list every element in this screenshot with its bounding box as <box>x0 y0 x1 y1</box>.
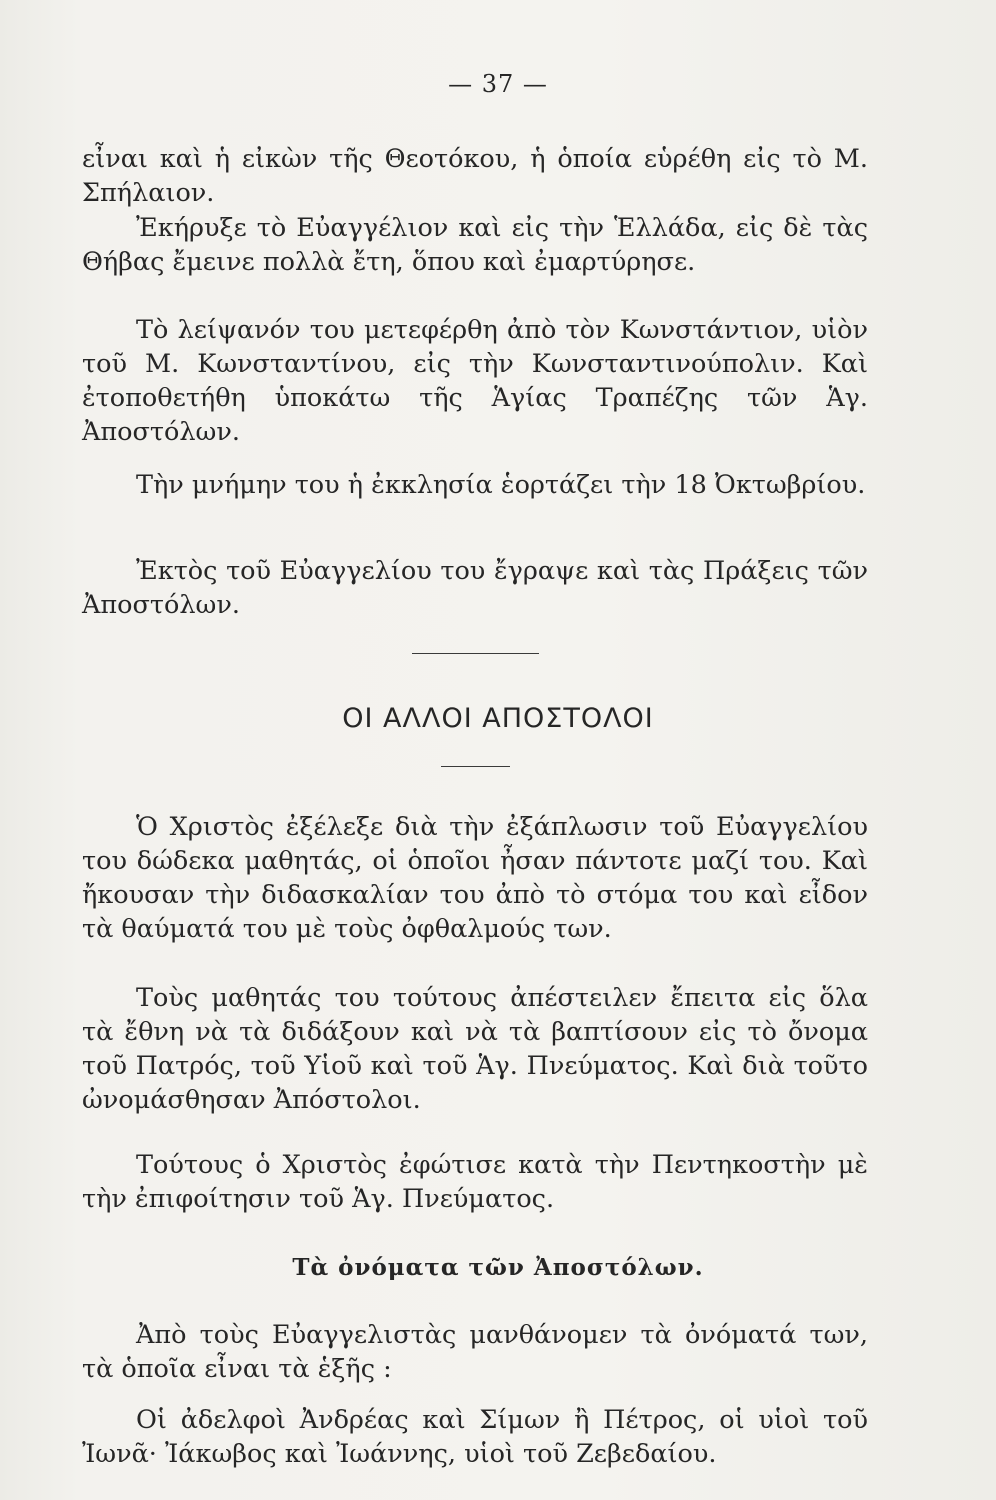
paragraph-twelve-disciples: Ὁ Χριστὸς ἐξέλεξε διὰ τὴν ἐξάπλωσιν τοῦ Εὐαγγελίου του δώδεκα μαθητάς, οἱ ὁποῖοι ἦσαν πάντοτε μαζί του. Καὶ ἤκουσαν τὴν διδασκαλίαν του ἀπὸ τὸ στόμα του καὶ εἶδον τὰ θαύματά του μὲ τοὺς ὀφθαλμούς των. <box>82 812 868 944</box>
paragraph-pentecost: Τούτους ὁ Χριστὸς ἐφώτισε κατὰ τὴν Πεντηκοστὴν μὲ τὴν ἐπιφοίτησιν τοῦ Ἁγ. Πνεύματος. <box>82 1150 868 1214</box>
paragraph-feast-day: Τὴν μνήμην του ἡ ἐκκλησία ἑορτάζει τὴν 18 Ὀκτωβρίου. <box>136 470 866 500</box>
divider-bottom <box>441 766 510 767</box>
paragraph-names-intro: Ἀπὸ τοὺς Εὐαγγελιστὰς μανθάνομεν τὰ ὀνόματά των, τὰ ὁποῖα εἶναι τὰ ἑξῆς : <box>82 1320 868 1384</box>
sub-heading: Τὰ ὀνόματα τῶν Ἀποστόλων. <box>292 1254 704 1281</box>
paragraph-names-list: Οἱ ἀδελφοὶ Ἀνδρέας καὶ Σίμων ἢ Πέτρος, οἱ υἱοὶ τοῦ Ἰωνᾶ· Ἰάκωβος καὶ Ἰωάννης, υἱοὶ τοῦ Ζεβεδαίου. <box>82 1405 868 1469</box>
section-heading: ΟΙ ΑΛΛΟΙ ΑΠΟΣΤΟΛΟΙ <box>342 703 654 734</box>
paragraph-sent-to-nations: Τοὺς μαθητάς του τούτους ἀπέστειλεν ἔπειτα εἰς ὅλα τὰ ἔθνη νὰ τὰ διδάξουν καὶ νὰ τὰ βαπτίσουν εἰς τὸ ὄνομα τοῦ Πατρός, τοῦ Υἱοῦ καὶ τοῦ Ἁγ. Πνεύματος. Καὶ διὰ τοῦτο ὠνομάσθησαν Ἀπόστολοι. <box>82 983 868 1115</box>
divider-top <box>412 653 539 654</box>
page-number: — 37 — <box>448 70 548 98</box>
paragraph-relics: Τὸ λείψανόν του μετεφέρθη ἀπὸ τὸν Κωνστάντιον, υἱὸν τοῦ Μ. Κωνσταντίνου, εἰς τὴν Κωνσταντινούπολιν. Καὶ ἐτοποθετήθη ὑποκάτω τῆς Ἁγίας Τραπέζης τῶν Ἁγ. Ἀποστόλων. <box>82 315 868 447</box>
paragraph-preaching: Ἐκήρυξε τὸ Εὐαγγέλιον καὶ εἰς τὴν Ἑλλάδα, εἰς δὲ τὰς Θήβας ἔμεινε πολλὰ ἔτη, ὅπου καὶ ἐμαρτύρησε. <box>82 213 868 277</box>
paragraph-continuation: εἶναι καὶ ἡ εἰκὼν τῆς Θεοτόκου, ἡ ὁποία εὑρέθη εἰς τὸ Μ. Σπήλαιον. <box>82 144 868 208</box>
paragraph-writings: Ἐκτὸς τοῦ Εὐαγγελίου του ἔγραψε καὶ τὰς Πράξεις τῶν Ἀποστόλων. <box>82 556 868 620</box>
